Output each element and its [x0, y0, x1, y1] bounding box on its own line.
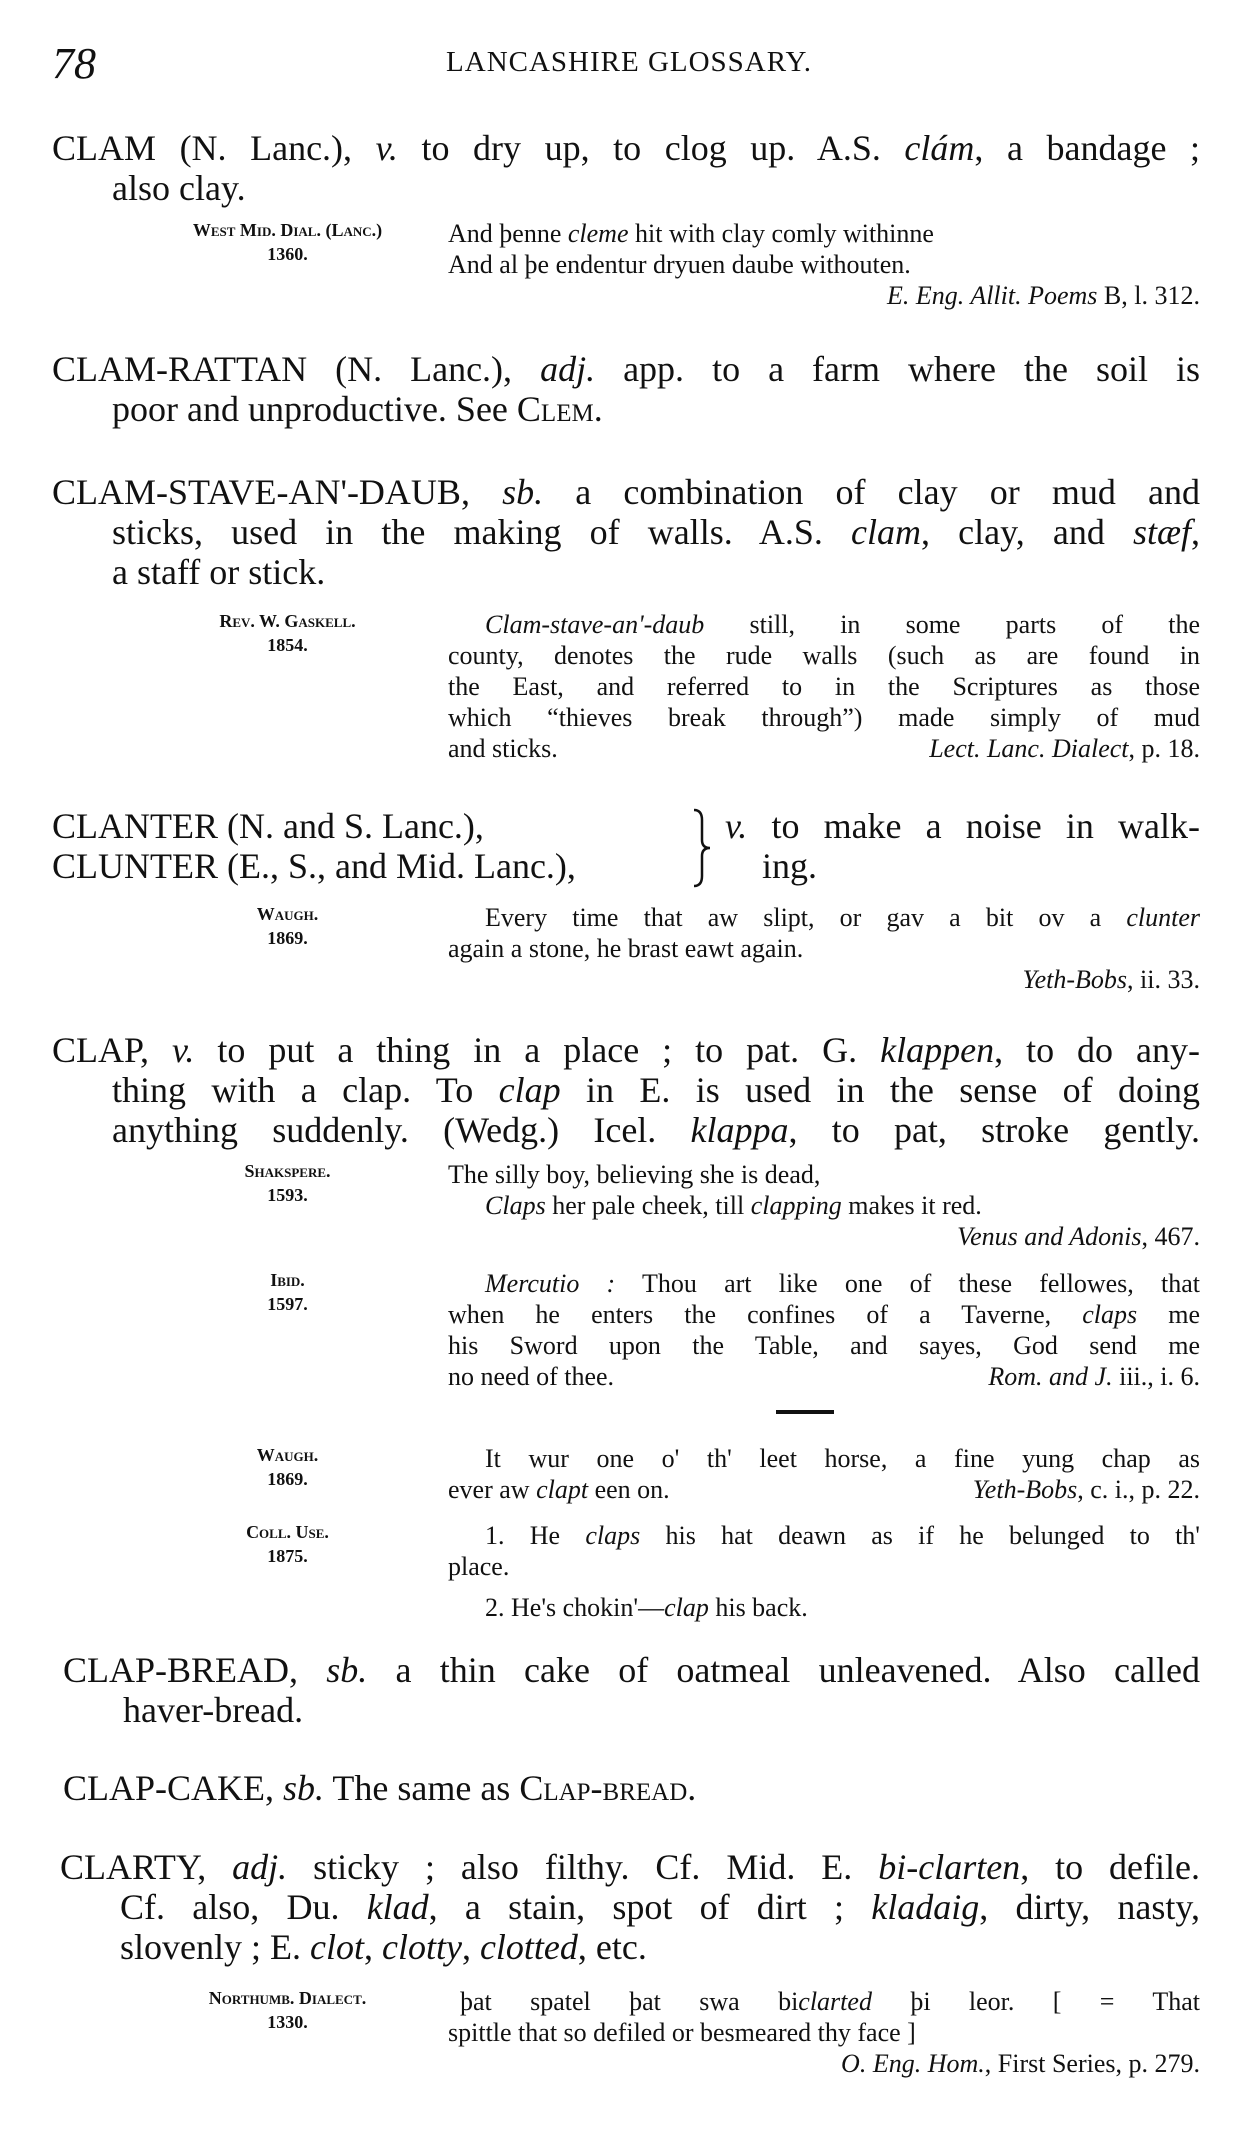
text-line	[52, 1070, 1200, 1110]
text-segment: app. to a farm where the soil is	[595, 349, 1200, 389]
italic-text: E. Eng. Allit. Poems	[887, 281, 1098, 310]
text-line	[448, 218, 1200, 249]
text-line	[448, 1190, 1200, 1221]
text-line	[52, 389, 1200, 429]
text-line	[448, 1330, 1200, 1361]
text-segment: anything suddenly. (Wedg.) Icel.	[112, 1110, 691, 1150]
italic-text: klappen	[880, 1030, 995, 1070]
text-segment: ever aw	[448, 1475, 537, 1504]
italic-text: clapping	[750, 1191, 842, 1220]
text-segment: and sticks.	[448, 734, 558, 763]
text-line	[448, 280, 1200, 311]
text-segment: ,	[1191, 512, 1200, 552]
italic-text: bi-clarten	[878, 1847, 1021, 1887]
text-segment: , dirty, nasty,	[979, 1887, 1200, 1927]
text-segment: a thin cake of oatmeal unleavened. Also called	[367, 1650, 1200, 1690]
citation-year: 1360.	[267, 244, 308, 264]
italic-text: sb.	[326, 1650, 368, 1690]
text-segment: ,	[363, 1927, 382, 1967]
citation-source	[100, 902, 475, 950]
italic-text: adj.	[540, 349, 596, 389]
citation-year: 1593.	[267, 1185, 308, 1205]
text-line	[448, 1268, 1200, 1299]
text-segment: CLARTY,	[60, 1847, 233, 1887]
text-segment: CLAP-CAKE,	[63, 1768, 284, 1808]
text-segment: een on.	[588, 1475, 670, 1504]
citation-author: Northumb. Dialect.	[208, 1988, 367, 2008]
citation-year: 1875.	[267, 1546, 308, 1566]
text-segment: thing with a clap. To	[112, 1070, 499, 1110]
text-segment: place.	[448, 1552, 510, 1581]
text-segment: again a stone, he brast eawt again.	[448, 934, 804, 963]
text-segment: a staff or stick.	[112, 552, 326, 592]
text-line	[63, 1690, 1200, 1730]
text-line	[60, 1887, 1200, 1927]
text-line	[448, 249, 1200, 280]
text-line	[448, 1159, 1200, 1190]
text-segment: , p. 18.	[1128, 734, 1200, 763]
text-segment: 1. He	[485, 1521, 586, 1550]
text-segment: spittle that so defiled or besmeared thy face ]	[448, 2018, 916, 2047]
text-segment: sticky ; also filthy. Cf. Mid. E.	[287, 1847, 879, 1887]
small-caps-text: Clem	[516, 389, 594, 429]
text-line	[448, 933, 1200, 964]
source-reference	[988, 1361, 1200, 1392]
text-segment: his Sword upon the Table, and sayes, God send me	[448, 1331, 1200, 1360]
text-line	[52, 128, 1200, 168]
text-segment: CLAP-BREAD,	[63, 1650, 327, 1690]
glossary-entry	[52, 472, 1200, 592]
text-segment: the East, and referred to in the Scriptures as those	[448, 672, 1200, 701]
text-segment: in E. is used in the sense of doing	[560, 1070, 1200, 1110]
citation-quote	[448, 1520, 1200, 1623]
italic-text: klappa	[690, 1110, 789, 1150]
citation-author: Waugh.	[256, 1445, 319, 1465]
italic-text: clap	[498, 1070, 561, 1110]
text-segment: , ii. 33.	[1127, 965, 1200, 994]
text-line	[448, 702, 1200, 733]
running-title: LANCASHIRE GLOSSARY.	[446, 46, 812, 78]
italic-text: clap	[664, 1593, 709, 1622]
text-line	[52, 168, 1200, 208]
text-line	[448, 733, 1200, 764]
citation-source	[100, 609, 475, 657]
text-line	[52, 1030, 1200, 1070]
text-segment: his back.	[708, 1593, 808, 1622]
text-segment: , c. i., p. 22.	[1077, 1475, 1200, 1504]
citation-quote	[448, 1159, 1200, 1252]
text-segment: poor and unproductive. See	[112, 389, 517, 429]
italic-text: clotty	[381, 1927, 462, 1967]
text-segment: to dry up, to clog up. A.S.	[397, 128, 905, 168]
glossary-entry	[63, 1650, 1200, 1730]
italic-text: clot	[309, 1927, 364, 1967]
glossary-entry	[63, 1768, 1200, 1808]
text-segment: sticks, used in the making of walls. A.S.	[112, 512, 851, 552]
text-segment: B, l. 312.	[1097, 281, 1200, 310]
text-line	[448, 1592, 1200, 1623]
quote-text	[448, 1474, 670, 1505]
text-line	[448, 1551, 1200, 1582]
italic-text: adj.	[232, 1847, 288, 1887]
source-reference	[973, 1474, 1200, 1505]
text-line	[52, 1110, 1200, 1150]
text-segment: to put a thing in a place ; to pat. G.	[194, 1030, 881, 1070]
italic-text: clam	[851, 512, 921, 552]
text-segment: to make a noise in walk-	[747, 806, 1200, 846]
italic-text: sb.	[283, 1768, 325, 1808]
text-segment: me	[1137, 1300, 1200, 1329]
italic-text: clunter	[1126, 903, 1200, 932]
italic-text: claps	[585, 1521, 641, 1550]
text-segment: Thou art like one of these fellowes, that	[615, 1269, 1200, 1298]
text-line	[725, 806, 1200, 846]
headword: CLUNTER (E., S., and Mid. Lanc.),	[52, 846, 576, 886]
text-segment: , to defile.	[1020, 1847, 1200, 1887]
headword-variants	[52, 806, 576, 886]
italic-text: v.	[725, 806, 748, 846]
italic-text: cleme	[567, 219, 629, 248]
citation-source	[100, 1986, 475, 2034]
text-line	[60, 1847, 1200, 1887]
text-line	[52, 552, 1200, 592]
text-line	[60, 1927, 1200, 1967]
text-line	[448, 1361, 1200, 1392]
italic-text: Clam-stave-an'-daub	[485, 610, 705, 639]
glossary-entry	[52, 349, 1200, 429]
text-segment: when he enters the confines of a Taverne,	[448, 1300, 1083, 1329]
text-segment: CLAP,	[52, 1030, 173, 1070]
text-line	[448, 640, 1200, 671]
text-line	[63, 1650, 1200, 1690]
text-segment: , First Series, p. 279.	[984, 2049, 1200, 2078]
italic-text: Lect. Lanc. Dialect	[929, 734, 1129, 763]
citation-quote	[448, 902, 1200, 995]
text-segment: CLAM (N. Lanc.),	[52, 128, 376, 168]
italic-text: stæf	[1132, 512, 1191, 552]
text-segment: slovenly ; E.	[120, 1927, 310, 1967]
text-segment: his hat deawn as if he belunged to th'	[640, 1521, 1200, 1550]
italic-text: Venus and Adonis	[957, 1222, 1142, 1251]
text-segment: makes it red.	[841, 1191, 982, 1220]
text-line	[52, 349, 1200, 389]
italic-text: claps	[1082, 1300, 1138, 1329]
text-segment: , to pat, stroke gently.	[788, 1110, 1200, 1150]
citation-author: Rev. W. Gaskell.	[219, 611, 356, 631]
text-line	[448, 964, 1200, 995]
italic-text: clotted	[479, 1927, 578, 1967]
text-segment: iii., i. 6.	[1112, 1362, 1200, 1391]
text-segment: no need of thee.	[448, 1362, 615, 1391]
italic-text: Mercutio :	[485, 1269, 616, 1298]
italic-text: Claps	[485, 1191, 546, 1220]
text-segment: her pale cheek, till	[545, 1191, 751, 1220]
citation-year: 1854.	[267, 635, 308, 655]
text-line	[448, 609, 1200, 640]
glossary-entry	[60, 1847, 1200, 1967]
text-line	[52, 472, 1200, 512]
text-segment: þat spatel þat swa bi	[460, 1987, 799, 2016]
text-segment: CLAM-STAVE-AN'-DAUB,	[52, 472, 503, 512]
italic-text: v.	[375, 128, 398, 168]
italic-text: clám	[904, 128, 975, 168]
text-segment: And þenne	[448, 219, 568, 248]
text-line	[448, 1474, 1200, 1505]
text-line	[448, 1443, 1200, 1474]
italic-text: O. Eng. Hom.	[841, 2049, 985, 2078]
text-segment: still, in some parts of the	[704, 610, 1200, 639]
italic-text: clapt	[536, 1475, 589, 1504]
text-segment: Every time that aw slipt, or gav a bit ov a	[485, 903, 1127, 932]
text-segment: 2. He's chokin'—	[485, 1593, 665, 1622]
text-segment: CLAM-RATTAN (N. Lanc.),	[52, 349, 541, 389]
text-line	[448, 1986, 1200, 2017]
source-reference	[929, 733, 1200, 764]
italic-text: kladaig	[871, 1887, 980, 1927]
italic-text: Yeth-Bobs	[1022, 965, 1128, 994]
text-segment: þi leor. [ = That	[871, 1987, 1200, 2016]
text-line	[448, 2017, 1200, 2048]
citation-quote	[448, 609, 1200, 764]
quote-text	[448, 733, 558, 764]
citation-year: 1597.	[267, 1294, 308, 1314]
text-segment: , clay, and	[920, 512, 1133, 552]
text-segment: county, denotes the rude walls (such as are found in	[448, 641, 1200, 670]
text-segment: The same as	[324, 1768, 520, 1808]
definition	[725, 806, 1200, 886]
text-segment: haver-bread.	[123, 1690, 304, 1730]
citation-source	[100, 1443, 475, 1491]
text-segment: a combination of clay or mud and	[543, 472, 1201, 512]
italic-text: Rom. and J.	[988, 1362, 1113, 1391]
italic-text: v.	[172, 1030, 195, 1070]
text-line	[448, 1299, 1200, 1330]
citation-source	[100, 1159, 475, 1207]
text-segment: also clay.	[112, 168, 246, 208]
text-line	[448, 2048, 1200, 2079]
text-segment: , to do any-	[994, 1030, 1201, 1070]
text-line	[448, 902, 1200, 933]
quote-text	[448, 1361, 614, 1392]
text-segment: hit with clay comly withinne	[628, 219, 934, 248]
citation-quote	[448, 218, 1200, 311]
citation-author: Waugh.	[256, 904, 319, 924]
italic-text: clarted	[798, 1987, 872, 2016]
citation-source	[100, 218, 475, 266]
text-segment: which “thieves break through”) made simply of mud	[448, 703, 1200, 732]
italic-text: sb.	[502, 472, 544, 512]
citation-source	[100, 1520, 475, 1568]
text-line	[725, 846, 1200, 886]
citation-author: Ibid.	[270, 1270, 305, 1290]
section-divider	[776, 1410, 834, 1414]
italic-text: Yeth-Bobs	[972, 1475, 1078, 1504]
glossary-entry	[52, 1030, 1200, 1150]
text-segment: , a bandage ;	[974, 128, 1200, 168]
citation-author: Coll. Use.	[246, 1522, 329, 1542]
italic-text: klad	[366, 1887, 429, 1927]
headword: CLANTER (N. and S. Lanc.),	[52, 806, 484, 846]
citation-quote	[448, 1443, 1200, 1505]
text-segment: And al þe endentur dryuen daube withouten.	[448, 250, 911, 279]
citation-year: 1330.	[267, 2012, 308, 2032]
text-segment: .	[593, 389, 603, 429]
citation-year: 1869.	[267, 928, 308, 948]
text-segment: ,	[461, 1927, 480, 1967]
glossary-entry	[52, 128, 1200, 208]
text-line	[448, 1221, 1200, 1252]
citation-quote	[448, 1268, 1200, 1392]
text-segment: The silly boy, believing she is dead,	[448, 1160, 821, 1189]
brace-icon	[690, 808, 714, 893]
text-segment: It wur one o' th' leet horse, a fine yung chap as	[485, 1444, 1200, 1473]
text-segment: Cf. also, Du.	[120, 1887, 367, 1927]
small-caps-text: Clap-bread	[519, 1768, 688, 1808]
text-line	[52, 512, 1200, 552]
text-segment: , 467.	[1141, 1222, 1200, 1251]
citation-source	[100, 1268, 475, 1316]
citation-author: Shakspere.	[244, 1161, 331, 1181]
text-line	[448, 1520, 1200, 1551]
text-segment: , a stain, spot of dirt ;	[428, 1887, 872, 1927]
text-line	[63, 1768, 1200, 1808]
citation-quote	[448, 1986, 1200, 2079]
citation-author: West Mid. Dial. (Lanc.)	[192, 220, 383, 240]
page-number: 78	[52, 39, 96, 88]
text-segment: ing.	[762, 846, 818, 886]
text-segment: , etc.	[577, 1927, 647, 1967]
text-segment: .	[687, 1768, 697, 1808]
citation-year: 1869.	[267, 1469, 308, 1489]
text-line	[448, 671, 1200, 702]
